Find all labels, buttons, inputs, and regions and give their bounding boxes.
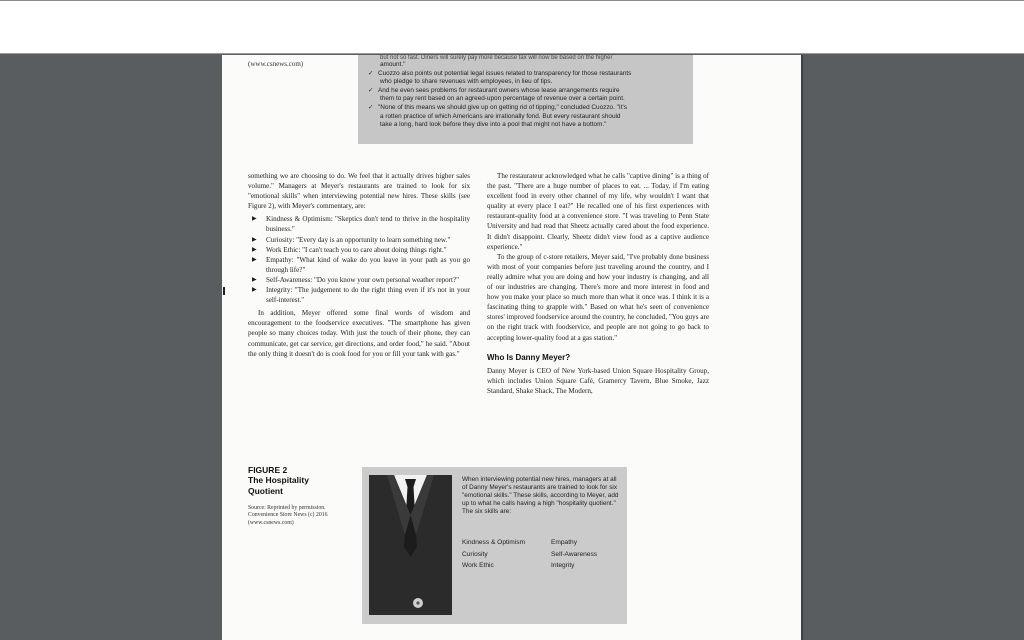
- sidebar-box-line-text: take a long, hard look before they dive into a pool that might not have a bottom.": [380, 121, 607, 129]
- list-item: [248, 235, 470, 245]
- bullet-icon: ▶: [252, 216, 257, 223]
- source-url-text: (www.csnews.com): [248, 60, 304, 68]
- sidebar-box-lines: [368, 61, 685, 130]
- list-item: [248, 214, 470, 234]
- sidebar-box-line-text: amount.": [380, 61, 406, 68]
- list-item-text: Self-Awareness: "Do you know your own personal weather report?": [266, 275, 460, 284]
- bullet-icon: ▶: [252, 246, 257, 253]
- sidebar-box-line-text: a rotten practice of which Americans are irrationally fond. But every restaurant should: [380, 112, 621, 120]
- document-page: [222, 55, 801, 640]
- right-para-2: To the group of c-store retailers, Meyer said, "I've probably done business with most of your companies before just traveling around the country, and I really admire what you are doing and how your industry is changing, and all of our industries are changing. There's more and more interest in food and how you make your place so much more than what it once was. I think it is a fascinating thing to grapple with." Based on what he's seen of convenience stores' improved foodservice around the country, he concluded, "You guys are on the right track with foodservice, and people are not going to go back to accepting lower-quality food at a gas station.": [487, 252, 709, 342]
- sidebar-box-line: [368, 113, 685, 122]
- page-edge: [801, 55, 803, 640]
- bullet-icon: ▶: [252, 287, 257, 294]
- sidebar-box-line-text: Cuozzo also points out potential legal issues related to transparency for those restaurants: [378, 69, 632, 77]
- list-item: [248, 285, 470, 305]
- figure-number: FIGURE 2: [248, 465, 288, 475]
- skill-item: Self-Awareness: [551, 550, 598, 558]
- sidebar-box-line: [368, 104, 685, 113]
- checkmark-icon: ✓: [368, 103, 374, 111]
- sidebar-box-line: [368, 87, 685, 96]
- sidebar-box-line: [368, 121, 685, 130]
- left-intro: something we are choosing to do. We feel that it actually drives higher sales volume." Managers at Meyer's restaurants are trained to look for six "emotional skills" when interviewing potential new hires. These skills (see Figure 2), with Meyer's commentary, are:: [248, 172, 470, 211]
- sidebar-box-line: [368, 78, 685, 87]
- sidebar-box-top: [358, 55, 693, 144]
- skill-item: Integrity: [551, 562, 575, 569]
- skill-item: Kindness & Optimism: [462, 539, 526, 546]
- sidebar-box-line-text: them to pay rent based on an agreed-upon percentage of revenue over a certain point.: [380, 95, 625, 103]
- viewer-toolbar: [0, 0, 1024, 54]
- list-item-text: Work Ethic: "I can't teach you to care about doing things right.": [266, 245, 447, 254]
- jacket-button-center: [416, 601, 419, 604]
- sidebar-box-line-text: who pledge to share revenues with employees, in lieu of tips.: [380, 78, 553, 86]
- right-para-1: The restaurateur acknowledged what he calls "captive dining" is a thing of the past. "There are a huge number of places to eat. ... Today, if I'm eating excellent food in every other channel of my life, why wouldn't I want that quality at every place I eat?" He recalled one of his first experiences with restaurant-quality food at a convenience store. "I was traveling to Penn State University and had read that Sheetz actually cared about the food experience. It didn't disappoint. Clearly, Sheetz didn't view food as a captive audience experience.": [487, 172, 709, 251]
- left-closing: In addition, Meyer offered some final words of wisdom and encouragement to the foodservice executives. "The smartphone has given people so many choices today. With just the touch of their phone, they can communicate, get car service, get directions, and order food," he said. "About the only thing it doesn't do is cook food for you or fill your tank with gas.": [248, 309, 470, 358]
- figure-box: [362, 467, 627, 624]
- skill-item: Empathy: [551, 539, 578, 546]
- sidebar-box-line: [368, 70, 685, 79]
- skill-item: Curiosity: [462, 550, 488, 558]
- figure-caption: [248, 465, 338, 527]
- checkmark-icon: ✓: [368, 69, 374, 77]
- left-column: [248, 171, 470, 359]
- list-item-text: Integrity: "The judgement to do the right thing even if it's not in your self-interest.": [266, 286, 470, 305]
- sidebar-box-line-text: "None of this means we should give up on getting rid of tipping," concluded Cuozzo. "It's: [378, 103, 627, 111]
- figure-text: When interviewing potential new hires, managers at all of Danny Meyer's restaurants are trained to look for six "emotional skills." These skills, according to Meyer, add up to what he calls having a high "hospitality quotient." The six skills are:: [462, 476, 619, 516]
- right-column: [487, 171, 709, 396]
- bullet-icon: ▶: [252, 236, 257, 243]
- sidebar-box-line-text: And he even sees problems for restaurant owners whose lease arrangements require: [378, 86, 620, 94]
- figure-source: Source: Reprinted by permission. Convenience Store News (c) 2016 (www.csnews.com): [248, 505, 328, 526]
- list-item: [248, 255, 470, 275]
- list-item: [248, 245, 470, 255]
- list-item-text: Kindness & Optimism: "Skeptics don't tend to thrive in the hospitality business.": [266, 215, 470, 234]
- list-item: [248, 275, 470, 285]
- figure-title: The Hospitality Quotient: [248, 475, 309, 496]
- bullet-icon: ▶: [252, 276, 257, 283]
- section-heading: Who Is Danny Meyer?: [487, 352, 571, 362]
- bullet-icon: ▶: [252, 256, 257, 263]
- margin-mark: [223, 287, 225, 295]
- source-url-top: [248, 60, 303, 68]
- right-para-3: Danny Meyer is CEO of New York-based Union Square Hospitality Group, which includes Union Square Café, Gramercy Tavern, Blue Smoke, Jazz Standard, Shake Shack, The Modern,: [487, 366, 709, 395]
- checkmark-icon: ✓: [368, 86, 374, 94]
- sidebar-box-line: [368, 61, 685, 70]
- suit-illustration: [369, 475, 452, 615]
- skills-bullet-list: [248, 214, 470, 305]
- list-item-text: Empathy: "What kind of wake do you leave in your path as you go through life?": [266, 255, 470, 274]
- sidebar-box-line: [368, 95, 685, 104]
- skill-item: Work Ethic: [462, 562, 494, 569]
- cut-off-line: but not so fast. Diners will surely pay more because tax will now be based on the higher: [380, 55, 613, 61]
- list-item-text: Curiosity: "Every day is an opportunity to learn something new.": [266, 235, 451, 244]
